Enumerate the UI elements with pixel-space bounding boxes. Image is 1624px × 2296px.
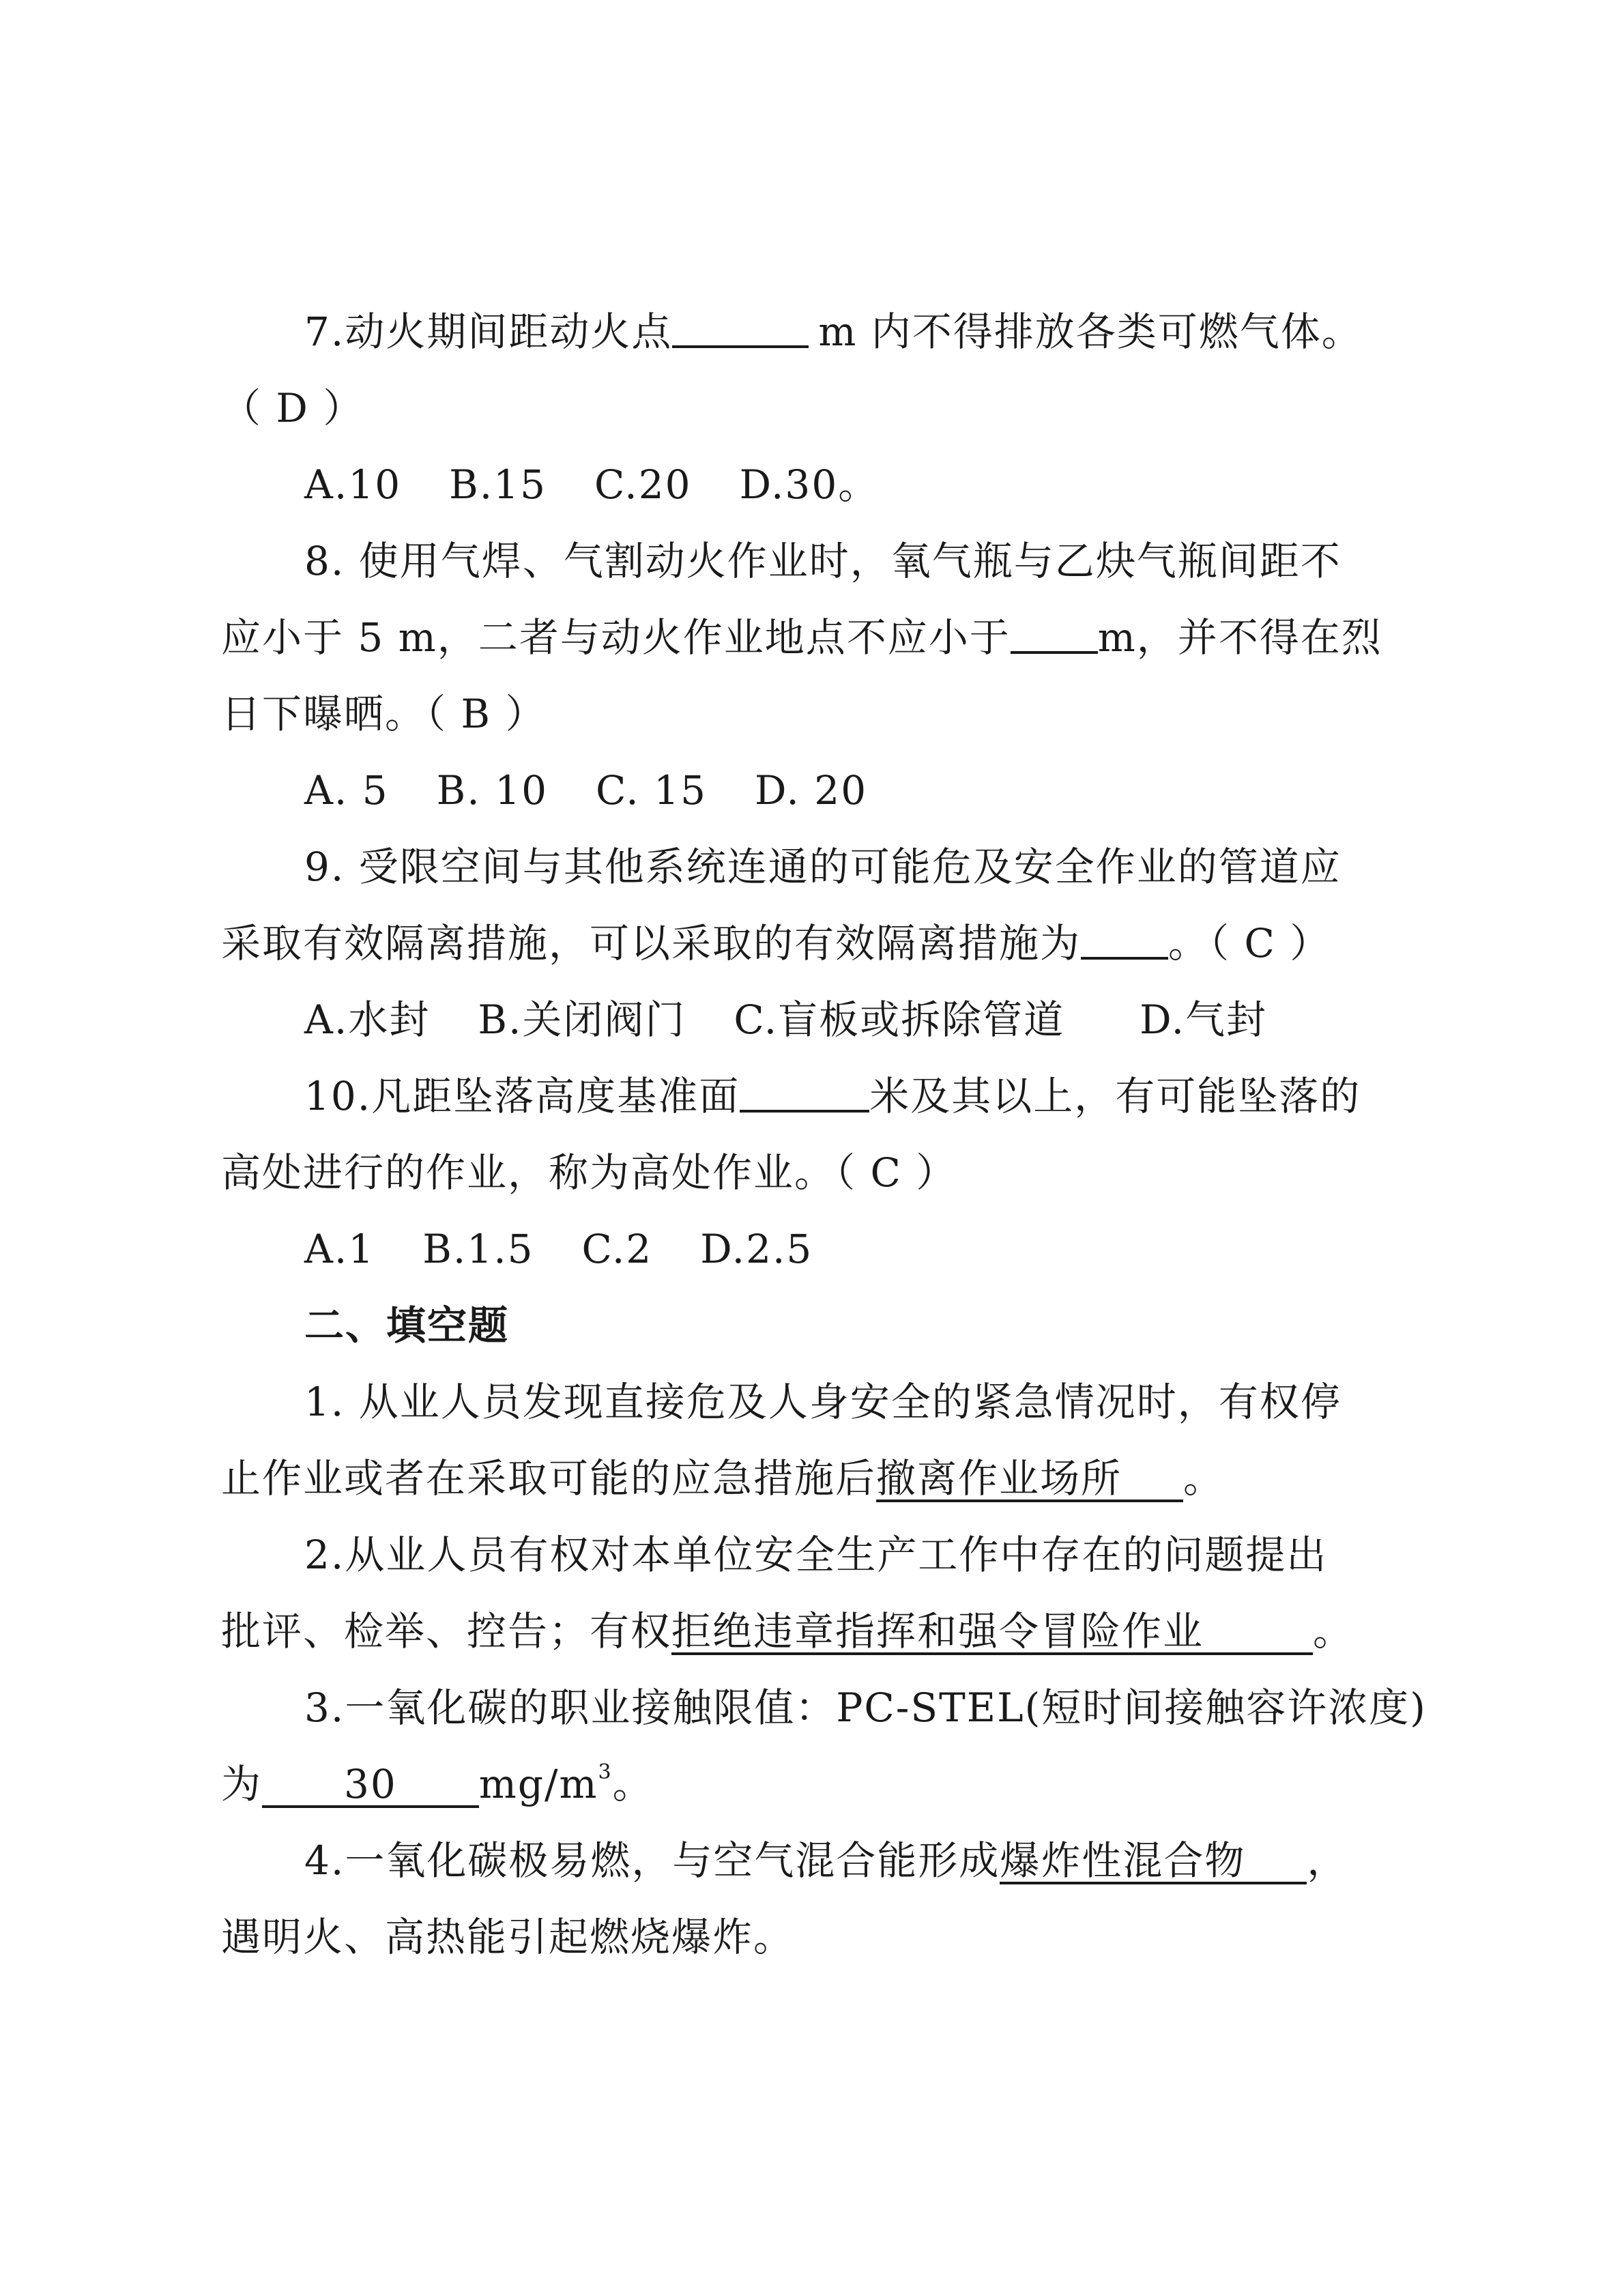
q8-stem-line-3 [221,676,1442,752]
q10-option-c: C.2 [581,1226,653,1272]
f2-answer: 拒绝违章指挥和强令冒险作业 [671,1611,1313,1655]
f2-text-c: 。 [1313,1608,1354,1654]
q9-stem-b: 采取有效隔离措施，可以采取的有效隔离措施为 [221,920,1082,966]
f4-text-c: 遇明火、高热能引起燃烧爆炸。 [221,1914,795,1960]
f4-answer: 爆炸性混合物 [1000,1841,1307,1884]
f2-text-a: 2.从业人员有权对本单位安全生产工作中存在的问题提出 [304,1532,1328,1578]
q7-stem-line-2 [221,370,1442,446]
q7-option-c: C.20 [594,461,692,508]
f1-text-b: 止作业或者在采取可能的应急措施后 [221,1455,877,1502]
q10-stem-c: 高处进行的作业，称为高处作业。（ C ） [221,1149,957,1196]
q9-stem-line-1 [221,829,1442,905]
f3-line-2 [221,1746,1442,1822]
q9-option-b: B.关闭阀门 [478,996,686,1043]
f3-unit-exponent: 3 [598,1760,613,1784]
q8-option-b: B. 10 [436,767,548,814]
q10-options [221,1211,1442,1287]
q10-option-d: D.2.5 [700,1226,813,1272]
f4-text-b: ， [1307,1837,1348,1884]
q10-stem-a: 10.凡距坠落高度基准面 [304,1073,740,1119]
q8-stem-a: 8. 使用气焊、气割动火作业时，氧气瓶与乙炔气瓶间距不 [304,538,1342,584]
q9-option-a: A.水封 [304,996,431,1043]
q7-option-a: A.10 [304,461,402,508]
q9-option-c: C.盲板或拆除管道 [734,996,1065,1043]
f3-text-a: 3.一氧化碳的职业接触限值：PC-STEL(短时间接触容许浓度) [304,1684,1427,1731]
q10-stem-b: 米及其以上，有可能坠落的 [869,1073,1361,1119]
f3-text-c: 。 [612,1761,654,1807]
q9-stem-a: 9. 受限空间与其他系统连通的可能危及安全作业的管道应 [304,844,1342,890]
f2-line-2 [221,1593,1442,1669]
q9-option-d: D.气封 [1140,996,1268,1043]
f1-line-2 [221,1440,1442,1517]
q8-stem-b: 应小于 5 m，二者与动火作业地点不应小于 [221,614,1011,661]
q10-option-b: B.1.5 [422,1226,534,1272]
f1-answer: 撤离作业场所 [876,1459,1183,1502]
q7-stem-a: 7.动火期间距动火点 [304,308,673,355]
q10-stem-line-2 [221,1134,1442,1211]
q9-options [221,981,1442,1058]
q8-stem-line-2 [221,599,1442,676]
q7-answer: （ D ） [221,385,364,431]
q8-options [221,752,1442,829]
q9-blank [1081,917,1168,960]
q9-stem-line-2 [221,905,1442,981]
f1-text-c: 。 [1183,1455,1225,1502]
section-heading: 二、填空题 [304,1302,510,1349]
f4-line-2 [221,1899,1442,1975]
q8-stem-c: m，并不得在烈 [1097,614,1382,661]
q9-stem-c: 。（ C ） [1168,920,1331,966]
q7-stem-b: m 内不得排放各类可燃气体。 [818,308,1363,355]
q7-option-b: B.15 [449,461,547,508]
f4-text-a: 4.一氧化碳极易燃，与空气混合能形成 [304,1837,1000,1884]
q8-stem-d: 日下曝晒。（ B ） [221,691,547,737]
f3-answer: 30 [262,1764,479,1808]
q8-option-d: D. 20 [754,767,868,814]
q8-option-c: C. 15 [595,767,707,814]
f3-line-1 [221,1669,1442,1746]
document-page [221,293,1442,1975]
q10-blank [740,1070,869,1113]
q7-blank [672,306,809,348]
q7-stem-line-1 [221,293,1442,370]
q8-option-a: A. 5 [304,767,389,814]
q8-blank [1011,612,1098,654]
f2-line-1 [221,1517,1442,1593]
f2-text-b: 批评、检举、控告；有权 [221,1608,672,1654]
f1-text-a: 1. 从业人员发现直接危及人身安全的紧急情况时，有权停 [304,1379,1342,1425]
f4-line-1 [221,1822,1442,1899]
f3-unit: mg/m [478,1761,598,1807]
q7-option-d: D.30。 [739,461,880,508]
f3-text-b: 为 [221,1761,263,1807]
q10-stem-line-1 [221,1058,1442,1134]
q7-options [221,446,1442,523]
q8-stem-line-1 [221,523,1442,599]
q10-option-a: A.1 [304,1226,375,1272]
f1-line-1 [221,1364,1442,1440]
